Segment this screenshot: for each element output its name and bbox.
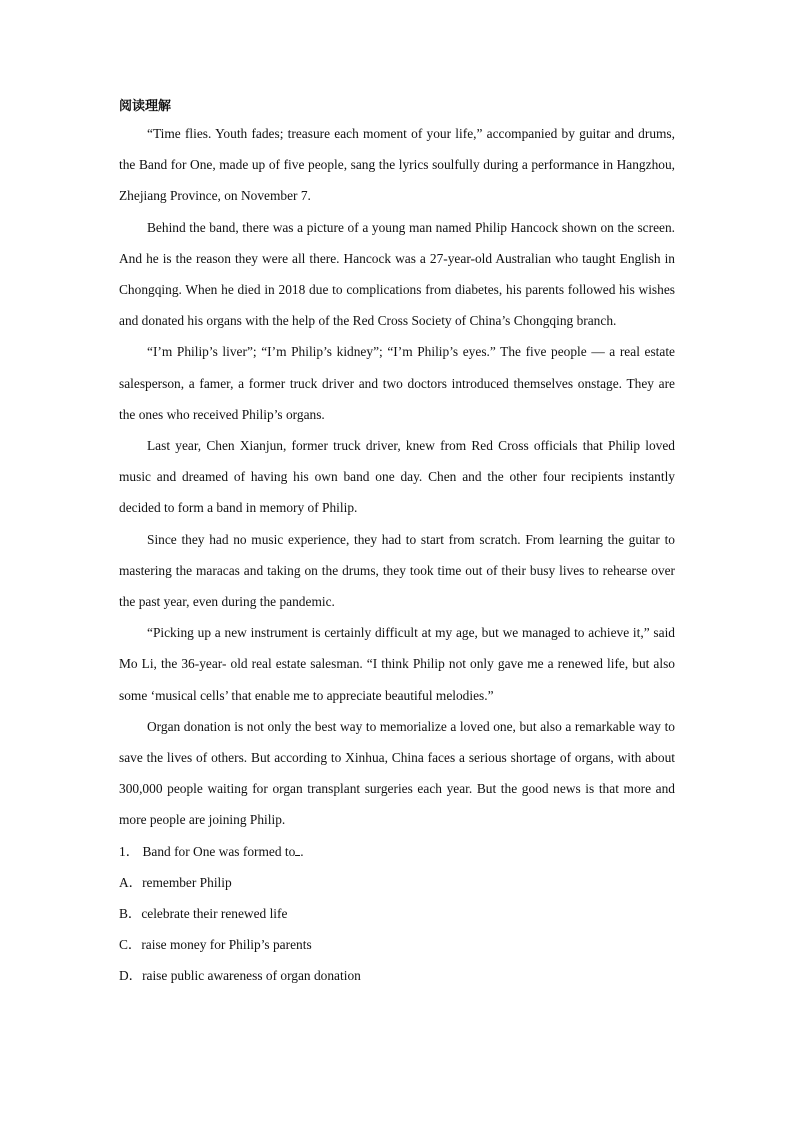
option-d[interactable] [119, 960, 675, 991]
document-page [119, 97, 675, 992]
option-text: remember Philip [142, 874, 232, 890]
passage-paragraph-4: Last year, Chen Xianjun, former truck driver, knew from Red Cross officials that Philip loved music and dreamed of having his own band one day. Chen and the other four recipients instantly decided to form a band in memory of Philip. [119, 438, 675, 516]
option-c[interactable] [119, 929, 675, 960]
option-letter: C． [119, 937, 142, 953]
option-a[interactable] [119, 867, 675, 898]
option-letter: A． [119, 874, 143, 890]
question-text: Band for One was formed to [142, 843, 296, 859]
option-text: raise money for Philip’s parents [141, 937, 312, 953]
passage-paragraph-6: “Picking up a new instrument is certainly difficult at my age, but we managed to achieve it,” said Mo Li, the 36-year- old real estate salesman. “I think Philip not only gave me a renewed life, but also some ‘musical cells’ that enable me to appreciate beautiful melodies.” [119, 625, 675, 703]
question-block [119, 836, 675, 992]
reading-passage [119, 118, 675, 836]
question-stem [119, 836, 675, 867]
option-letter: B． [119, 906, 142, 922]
passage-paragraph-3: “I’m Philip’s liver”; “I’m Philip’s kidney”; “I’m Philip’s eyes.” The five people — a real estate salesperson, a famer, a former truck driver and two doctors introduced themselves onstage. They are the ones who received Philip’s organs. [119, 344, 675, 422]
option-text: celebrate their renewed life [141, 906, 288, 922]
section-title: 阅读理解 [119, 99, 172, 114]
passage-paragraph-2: Behind the band, there was a picture of a young man named Philip Hancock shown on the screen. And he is the reason they were all there. Hancock was a 27-year-old Australian who taught English in Chongqing. When he died in 2018 due to complications from diabetes, his parents followed his wishes and donated his organs with the help of the Red Cross Society of China’s Chongqing branch. [119, 219, 675, 329]
question-end: . [300, 843, 304, 859]
passage-paragraph-5: Since they had no music experience, they had to start from scratch. From learning the guitar to mastering the maracas and taking on the drums, they took time out of their busy lives to rehearse over the past year, even during the pandemic. [119, 531, 675, 610]
passage-paragraph-7: Organ donation is not only the best way to memorialize a loved one, but also a remarkable way to save the lives of others. But according to Xinhua, China faces a serious shortage of organs, with about 300,000 people waiting for organ transplant surgeries each year. But the good news is that more and more people are joining Philip. [119, 718, 675, 828]
option-b[interactable] [119, 898, 675, 929]
passage-paragraph-1: “Time flies. Youth fades; treasure each moment of your life,” accompanied by guitar and drums, the Band for One, made up of five people, sang the lyrics soulfully during a performance in Hangzhou, Zhejiang Province, on November 7. [119, 126, 675, 204]
option-text: raise public awareness of organ donation [142, 968, 361, 984]
question-number: 1． [119, 843, 140, 859]
option-letter: D． [119, 968, 143, 984]
